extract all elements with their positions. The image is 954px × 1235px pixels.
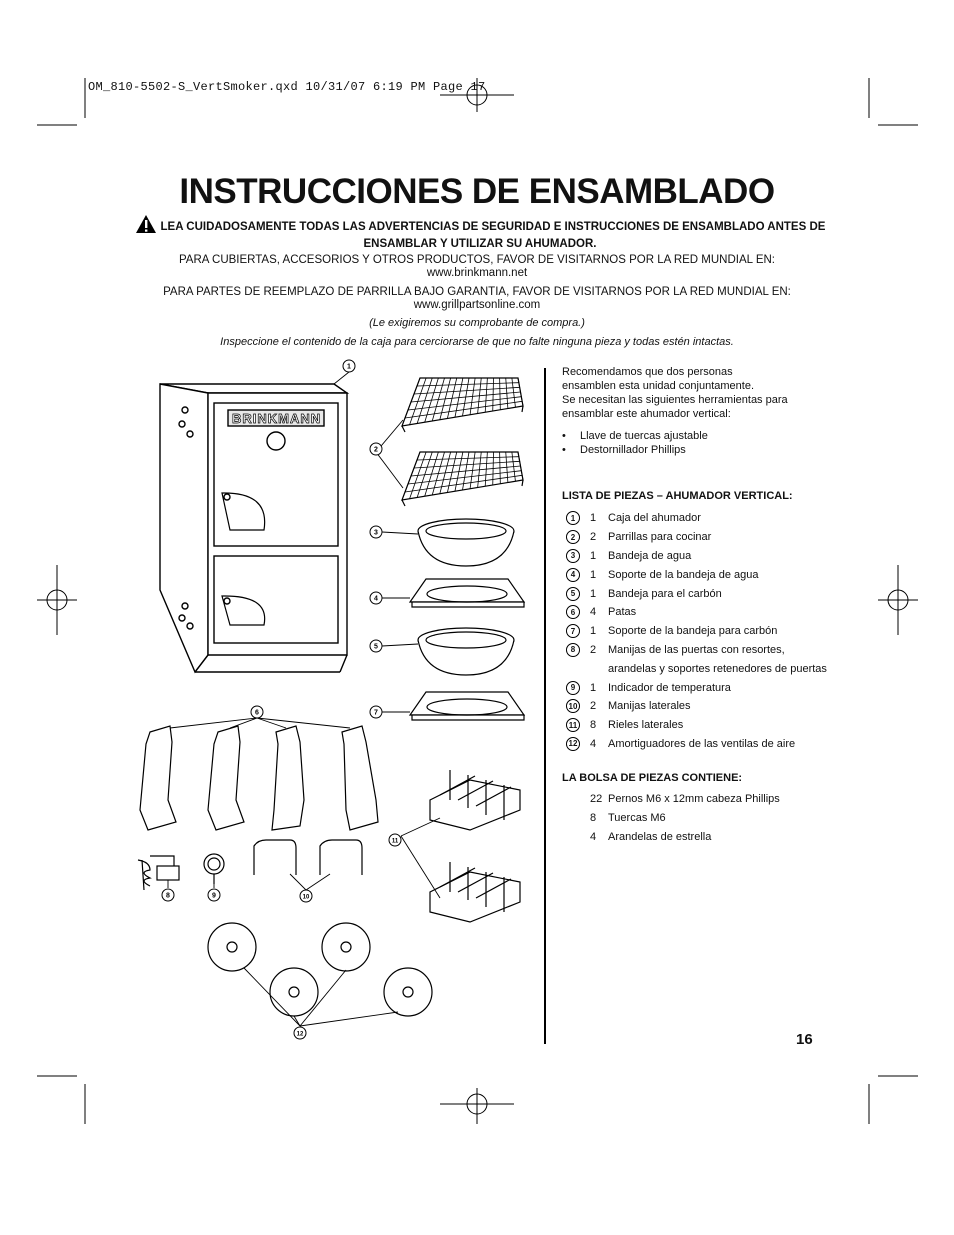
list-item: 7 1 Soporte de la bandeja para carbón (566, 622, 866, 641)
tools-list (562, 429, 862, 457)
recommend-line: Se necesitan las siguientes herramientas para (562, 394, 788, 406)
brand-logo: BRINKMANN (232, 411, 322, 426)
list-item-continuation: arandelas y soportes retenedores de puertas (608, 662, 827, 675)
list-item: 11 8 Rieles laterales (566, 716, 866, 735)
tool-item: • Llave de tuercas ajustable (562, 429, 862, 443)
legs-illustration (140, 726, 378, 830)
bag-contents-list (590, 790, 780, 846)
page-title: INSTRUCCIONES DE ENSAMBLADO (179, 172, 775, 211)
smoker-cabinet-illustration (160, 384, 347, 672)
callout-label: 6 (255, 709, 259, 717)
file-slug: OM_810-5502-S_VertSmoker.qxd 10/31/07 6:19 PM Page 17 (88, 80, 486, 94)
list-item: 6 4 Patas (566, 603, 866, 622)
replacement-text: PARA PARTES DE REEMPLAZO DE PARRILLA BAJO GARANTIA, FAVOR DE VISITARNOS POR LA RED MUNDIAL EN: (163, 286, 791, 298)
warning-icon (135, 214, 157, 234)
accessories-notice (100, 254, 854, 280)
list-item: 3 1 Bandeja de agua (566, 547, 866, 566)
bag-contents-header: LA BOLSA DE PIEZAS CONTIENE: (562, 772, 743, 784)
pans-and-supports-illustration (410, 519, 524, 720)
callout-label: 11 (391, 838, 399, 845)
accessories-text: PARA CUBIERTAS, ACCESORIOS Y OTROS PRODUCTOS, FAVOR DE VISITARNOS POR LA RED MUNDIAL EN: (178, 254, 775, 266)
callout-label: 12 (296, 1031, 304, 1038)
inspect-note: Inspeccione el contenido de la caja para cerciorarse de que no falte ninguna pieza y todas estén intactas. (220, 336, 734, 348)
callout-label: 8 (166, 892, 170, 900)
list-item: 2 2 Parrillas para cocinar (566, 528, 866, 547)
list-item: 1 1 Caja del ahumador (566, 509, 866, 528)
callout-label: 7 (374, 709, 378, 717)
column-divider (544, 368, 546, 1044)
list-item: 22 Pernos M6 x 12mm cabeza Phillips (590, 793, 780, 806)
list-item: 5 1 Bandeja para el carbón (566, 584, 866, 603)
callout-label: 2 (374, 446, 378, 454)
callout-label: 1 (347, 363, 351, 371)
recommendation-block (562, 365, 862, 457)
list-item: 4 1 Soporte de la bandeja de agua (566, 565, 866, 584)
list-item: 4 Arandelas de estrella (590, 830, 712, 843)
side-rails-illustration (430, 770, 520, 922)
page-number: 16 (796, 1031, 813, 1048)
callout-label: 9 (212, 892, 216, 900)
tool-item: • Destornillador Phillips (562, 443, 862, 457)
list-item: 12 4 Amortiguadores de las ventilas de aire (566, 735, 866, 754)
replacement-notice (100, 286, 854, 312)
replacement-url[interactable]: www.grillpartsonline.com (413, 299, 541, 311)
callout-label: 3 (374, 529, 378, 537)
callout-label: 4 (374, 595, 378, 603)
parts-list (566, 509, 866, 753)
recommend-line: Recomendamos que dos personas (562, 366, 733, 378)
accessories-url[interactable]: www.brinkmann.net (426, 267, 528, 279)
list-item: 10 2 Manijas laterales (566, 697, 866, 716)
list-item: 9 1 Indicador de temperatura (566, 678, 866, 697)
hardware-illustration (138, 840, 362, 890)
proof-note: (Le exigiremos su comprobante de compra.) (369, 317, 585, 329)
safety-warning (130, 214, 830, 253)
recommend-line: ensamblar este ahumador vertical: (562, 408, 731, 420)
callout-label: 10 (302, 894, 310, 901)
list-item: 8 Tuercas M6 (590, 812, 666, 825)
warning-line-1: LEA CUIDADOSAMENTE TODAS LAS ADVERTENCIAS DE SEGURIDAD E INSTRUCCIONES DE ENSAMBLADO ANTES DE (160, 221, 826, 233)
warning-line-2: ENSAMBLAR Y UTILIZAR SU AHUMADOR. (363, 238, 597, 250)
list-item: 8 2 Manijas de las puertas con resortes, (566, 641, 866, 660)
parts-list-header: LISTA DE PIEZAS – AHUMADOR VERTICAL: (562, 490, 793, 502)
recommend-line: ensamblen esta unidad conjuntamente. (562, 380, 755, 392)
callout-label: 5 (374, 643, 378, 651)
